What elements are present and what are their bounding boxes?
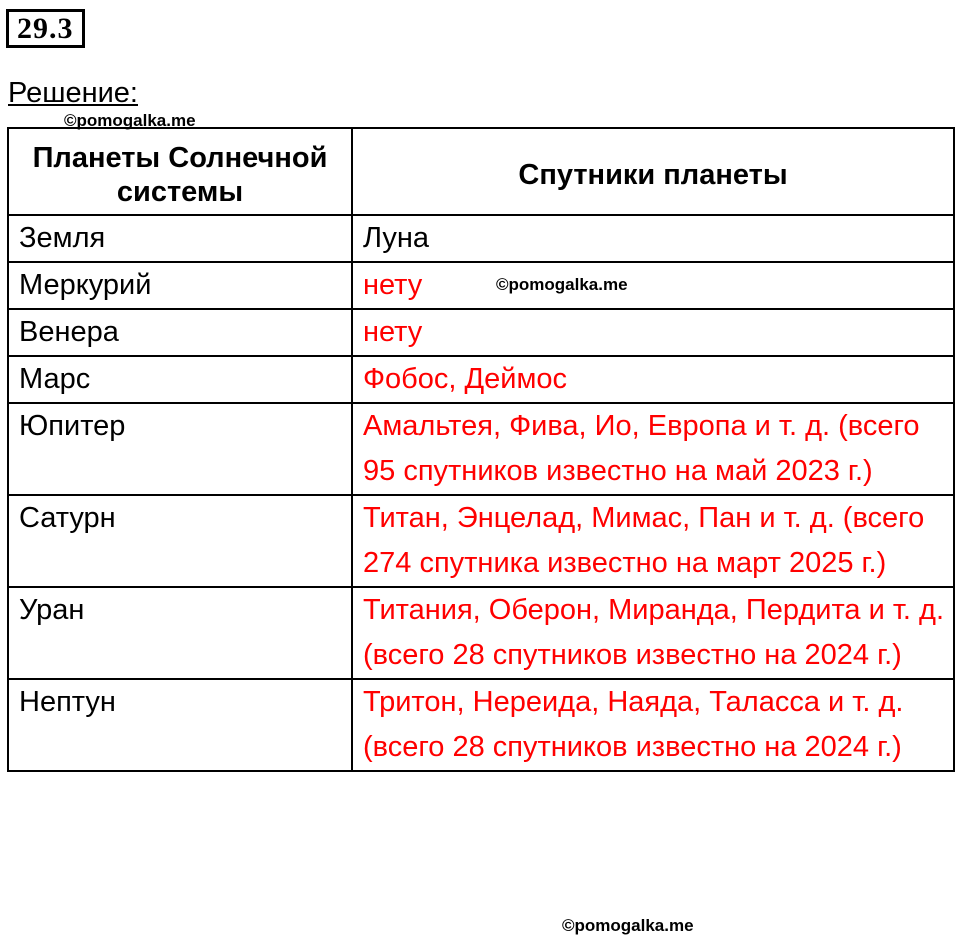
satellites-cell: Амальтея, Фива, Ио, Европа и т. д. (всего 95 спутников известно на май 2023 г.)	[352, 403, 954, 495]
table-row	[8, 262, 954, 309]
table-row	[8, 356, 954, 403]
header-satellites: Спутники планеты	[352, 128, 954, 215]
planet-cell: Юпитер	[8, 403, 352, 495]
watermark: ©pomogalka.me	[562, 916, 694, 935]
table-row	[8, 309, 954, 356]
table-header-row	[8, 128, 954, 215]
task-number: 29.3	[6, 9, 85, 48]
satellites-cell: нету	[352, 262, 954, 309]
planet-cell: Венера	[8, 309, 352, 356]
satellites-cell: Луна	[352, 215, 954, 262]
satellites-cell: Титан, Энцелад, Мимас, Пан и т. д. (всего 274 спутника известно на март 2025 г.)	[352, 495, 954, 587]
planet-cell: Земля	[8, 215, 352, 262]
header-planets: Планеты Солнечной системы	[8, 128, 352, 215]
planets-satellites-table	[7, 127, 955, 772]
solution-heading: Решение:	[8, 77, 138, 109]
table-row	[8, 495, 954, 587]
satellites-cell: Фобос, Деймос	[352, 356, 954, 403]
planet-cell: Нептун	[8, 679, 352, 771]
watermark: ©pomogalka.me	[64, 111, 196, 130]
satellites-cell: Титания, Оберон, Миранда, Пердита и т. д. (всего 28 спутников известно на 2024 г.)	[352, 587, 954, 679]
table-row	[8, 403, 954, 495]
satellites-cell: Тритон, Нереида, Наяда, Таласса и т. д. (всего 28 спутников известно на 2024 г.)	[352, 679, 954, 771]
satellites-cell: нету	[352, 309, 954, 356]
planet-cell: Сатурн	[8, 495, 352, 587]
planet-cell: Уран	[8, 587, 352, 679]
watermark: ©pomogalka.me	[496, 275, 628, 294]
table-row	[8, 679, 954, 771]
table-row	[8, 215, 954, 262]
planet-cell: Марс	[8, 356, 352, 403]
table-row	[8, 587, 954, 679]
planet-cell: Меркурий	[8, 262, 352, 309]
